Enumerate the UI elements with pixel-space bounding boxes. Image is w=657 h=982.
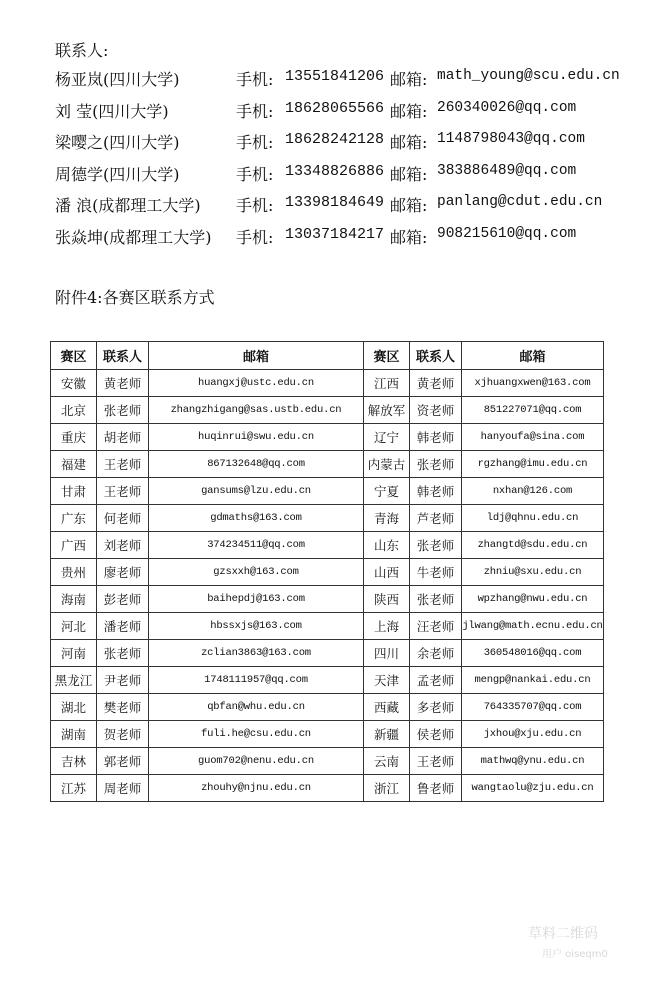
cell-email: guom702@nenu.edu.cn [149,748,364,775]
cell-region: 甘肃 [51,478,97,505]
cell-contact: 韩老师 [410,478,462,505]
cell-region: 贵州 [51,559,97,586]
cell-contact: 潘老师 [97,613,149,640]
cell-region: 四川 [364,640,410,667]
contact-name: 杨亚岚(四川大学) [55,70,180,89]
cell-region: 重庆 [51,424,97,451]
email-label: 邮箱: [390,164,428,184]
cell-contact: 鲁老师 [410,775,462,802]
contact-phone: 13551841206 [285,68,385,85]
cell-contact: 胡老师 [97,424,149,451]
cell-email: qbfan@whu.edu.cn [149,694,364,721]
contact-phone: 18628065566 [285,99,385,117]
table-row [51,559,604,586]
cell-contact: 韩老师 [410,424,462,451]
cell-email: zhangzhigang@sas.ustb.edu.cn [149,397,364,424]
cell-region: 内蒙古 [364,451,410,478]
cell-region: 西藏 [364,694,410,721]
cell-contact: 周老师 [97,775,149,802]
cell-email: wpzhang@nwu.edu.cn [462,586,604,613]
contact-name: 周德学(四川大学) [55,164,180,184]
contact-phone: 13348826886 [285,162,385,180]
attachment-title: 附件4:各赛区联系方式 [55,288,215,307]
email-label: 邮箱: [390,196,428,215]
contact-email: 1148798043@qq.com [437,131,585,147]
cell-email: xjhuangxwen@163.com [462,370,604,397]
email-label: 邮箱: [390,101,428,121]
cell-contact: 王老师 [97,451,149,478]
table-row [51,775,604,802]
cell-region: 天津 [364,667,410,694]
header-contact: 联系人 [97,342,149,370]
table-header-row [51,342,604,370]
contact-email: 908215610@qq.com [437,225,577,242]
watermark-brand: 草料二维码 [528,926,598,942]
contact-phone: 18628242128 [285,131,385,148]
header-region: 赛区 [51,342,97,370]
table-row [51,397,604,424]
phone-label: 手机: [236,70,274,89]
cell-region: 广西 [51,532,97,559]
cell-email: hbssxjs@163.com [149,613,364,640]
cell-email: zclian3863@163.com [149,640,364,667]
table-row [51,640,604,667]
cell-region: 宁夏 [364,478,410,505]
cell-contact: 贺老师 [97,721,149,748]
cell-email: 764335707@qq.com [462,694,604,721]
cell-email: rgzhang@imu.edu.cn [462,451,604,478]
cell-email: hanyoufa@sina.com [462,424,604,451]
cell-contact: 汪老师 [410,613,462,640]
cell-email: huqinrui@swu.edu.cn [149,424,364,451]
table-row [51,586,604,613]
cell-email: gdmaths@163.com [149,505,364,532]
cell-region: 青海 [364,505,410,532]
contact-email: 260340026@qq.com [437,99,577,116]
table-row [51,370,604,397]
cell-contact: 王老师 [410,748,462,775]
email-label: 邮箱: [390,227,428,247]
cell-email: mathwq@ynu.edu.cn [462,748,604,775]
cell-contact: 张老师 [97,397,149,424]
table-row [51,451,604,478]
cell-contact: 刘老师 [97,532,149,559]
table-row [51,478,604,505]
table-row [51,694,604,721]
header-email: 邮箱 [462,342,604,370]
cell-region: 江苏 [51,775,97,802]
cell-contact: 多老师 [410,694,462,721]
email-label: 邮箱: [390,70,428,89]
table-row [51,424,604,451]
cell-region: 陕西 [364,586,410,613]
regions-contact-table [50,341,604,802]
cell-email: 374234511@qq.com [149,532,364,559]
cell-email: zhangtd@sdu.edu.cn [462,532,604,559]
cell-region: 江西 [364,370,410,397]
cell-email: zhouhy@njnu.edu.cn [149,775,364,802]
cell-contact: 余老师 [410,640,462,667]
cell-contact: 张老师 [410,451,462,478]
cell-region: 辽宁 [364,424,410,451]
cell-contact: 何老师 [97,505,149,532]
cell-region: 吉林 [51,748,97,775]
cell-email: 1748111957@qq.com [149,667,364,694]
cell-region: 黑龙江 [51,667,97,694]
cell-region: 福建 [51,451,97,478]
cell-email: ldj@qhnu.edu.cn [462,505,604,532]
header-email: 邮箱 [149,342,364,370]
contacts-heading: 联系人: [55,41,109,60]
cell-region: 河北 [51,613,97,640]
watermark [528,923,608,960]
cell-email: zhniu@sxu.edu.cn [462,559,604,586]
cell-email: gansums@lzu.edu.cn [149,478,364,505]
cell-region: 海南 [51,586,97,613]
cell-email: 851227071@qq.com [462,397,604,424]
cell-email: wangtaolu@zju.edu.cn [462,775,604,802]
cell-contact: 资老师 [410,397,462,424]
phone-label: 手机: [236,227,274,247]
cell-region: 解放军 [364,397,410,424]
cell-contact: 芦老师 [410,505,462,532]
cell-region: 湖南 [51,721,97,748]
cell-region: 云南 [364,748,410,775]
cell-contact: 张老师 [97,640,149,667]
cell-contact: 孟老师 [410,667,462,694]
cell-region: 浙江 [364,775,410,802]
cell-email: huangxj@ustc.edu.cn [149,370,364,397]
cell-contact: 张老师 [410,586,462,613]
cell-region: 湖北 [51,694,97,721]
cell-region: 安徽 [51,370,97,397]
cell-email: gzsxxh@163.com [149,559,364,586]
table-row [51,667,604,694]
cell-contact: 樊老师 [97,694,149,721]
cell-region: 上海 [364,613,410,640]
cell-contact: 黄老师 [97,370,149,397]
watermark-user: 用户 oiseqm0 [542,949,608,960]
contact-name: 刘 莹(四川大学) [55,101,169,121]
table-row [51,748,604,775]
cell-email: jxhou@xju.edu.cn [462,721,604,748]
cell-region: 北京 [51,397,97,424]
cell-contact: 牛老师 [410,559,462,586]
cell-email: mengp@nankai.edu.cn [462,667,604,694]
cell-region: 山东 [364,532,410,559]
cell-contact: 彭老师 [97,586,149,613]
table-row [51,505,604,532]
cell-email: fuli.he@csu.edu.cn [149,721,364,748]
contact-email: 383886489@qq.com [437,162,577,179]
header-region: 赛区 [364,342,410,370]
cell-contact: 尹老师 [97,667,149,694]
phone-label: 手机: [236,196,274,215]
header-contact: 联系人 [410,342,462,370]
phone-label: 手机: [236,133,274,152]
contact-email: panlang@cdut.edu.cn [437,194,603,210]
cell-email: 360548016@qq.com [462,640,604,667]
cell-region: 新疆 [364,721,410,748]
contact-phone: 13398184649 [285,194,385,211]
cell-contact: 侯老师 [410,721,462,748]
cell-contact: 张老师 [410,532,462,559]
cell-region: 山西 [364,559,410,586]
table-row [51,613,604,640]
cell-email: 867132648@qq.com [149,451,364,478]
cell-region: 广东 [51,505,97,532]
contact-name: 潘 浪(成都理工大学) [55,196,201,215]
table-body [51,370,604,802]
phone-label: 手机: [236,164,274,184]
cell-region: 河南 [51,640,97,667]
cell-contact: 王老师 [97,478,149,505]
contact-email: math_young@scu.edu.cn [437,68,620,84]
contact-name: 梁嘤之(四川大学) [55,133,180,152]
table-row [51,532,604,559]
contact-name: 张焱坤(成都理工大学) [55,227,212,247]
cell-email: nxhan@126.com [462,478,604,505]
cell-contact: 廖老师 [97,559,149,586]
table-row [51,721,604,748]
contact-phone: 13037184217 [285,225,385,243]
cell-contact: 黄老师 [410,370,462,397]
phone-label: 手机: [236,101,274,121]
cell-email: baihepdj@163.com [149,586,364,613]
cell-contact: 郭老师 [97,748,149,775]
cell-email: jlwang@math.ecnu.edu.cn [462,613,604,640]
email-label: 邮箱: [390,133,428,152]
